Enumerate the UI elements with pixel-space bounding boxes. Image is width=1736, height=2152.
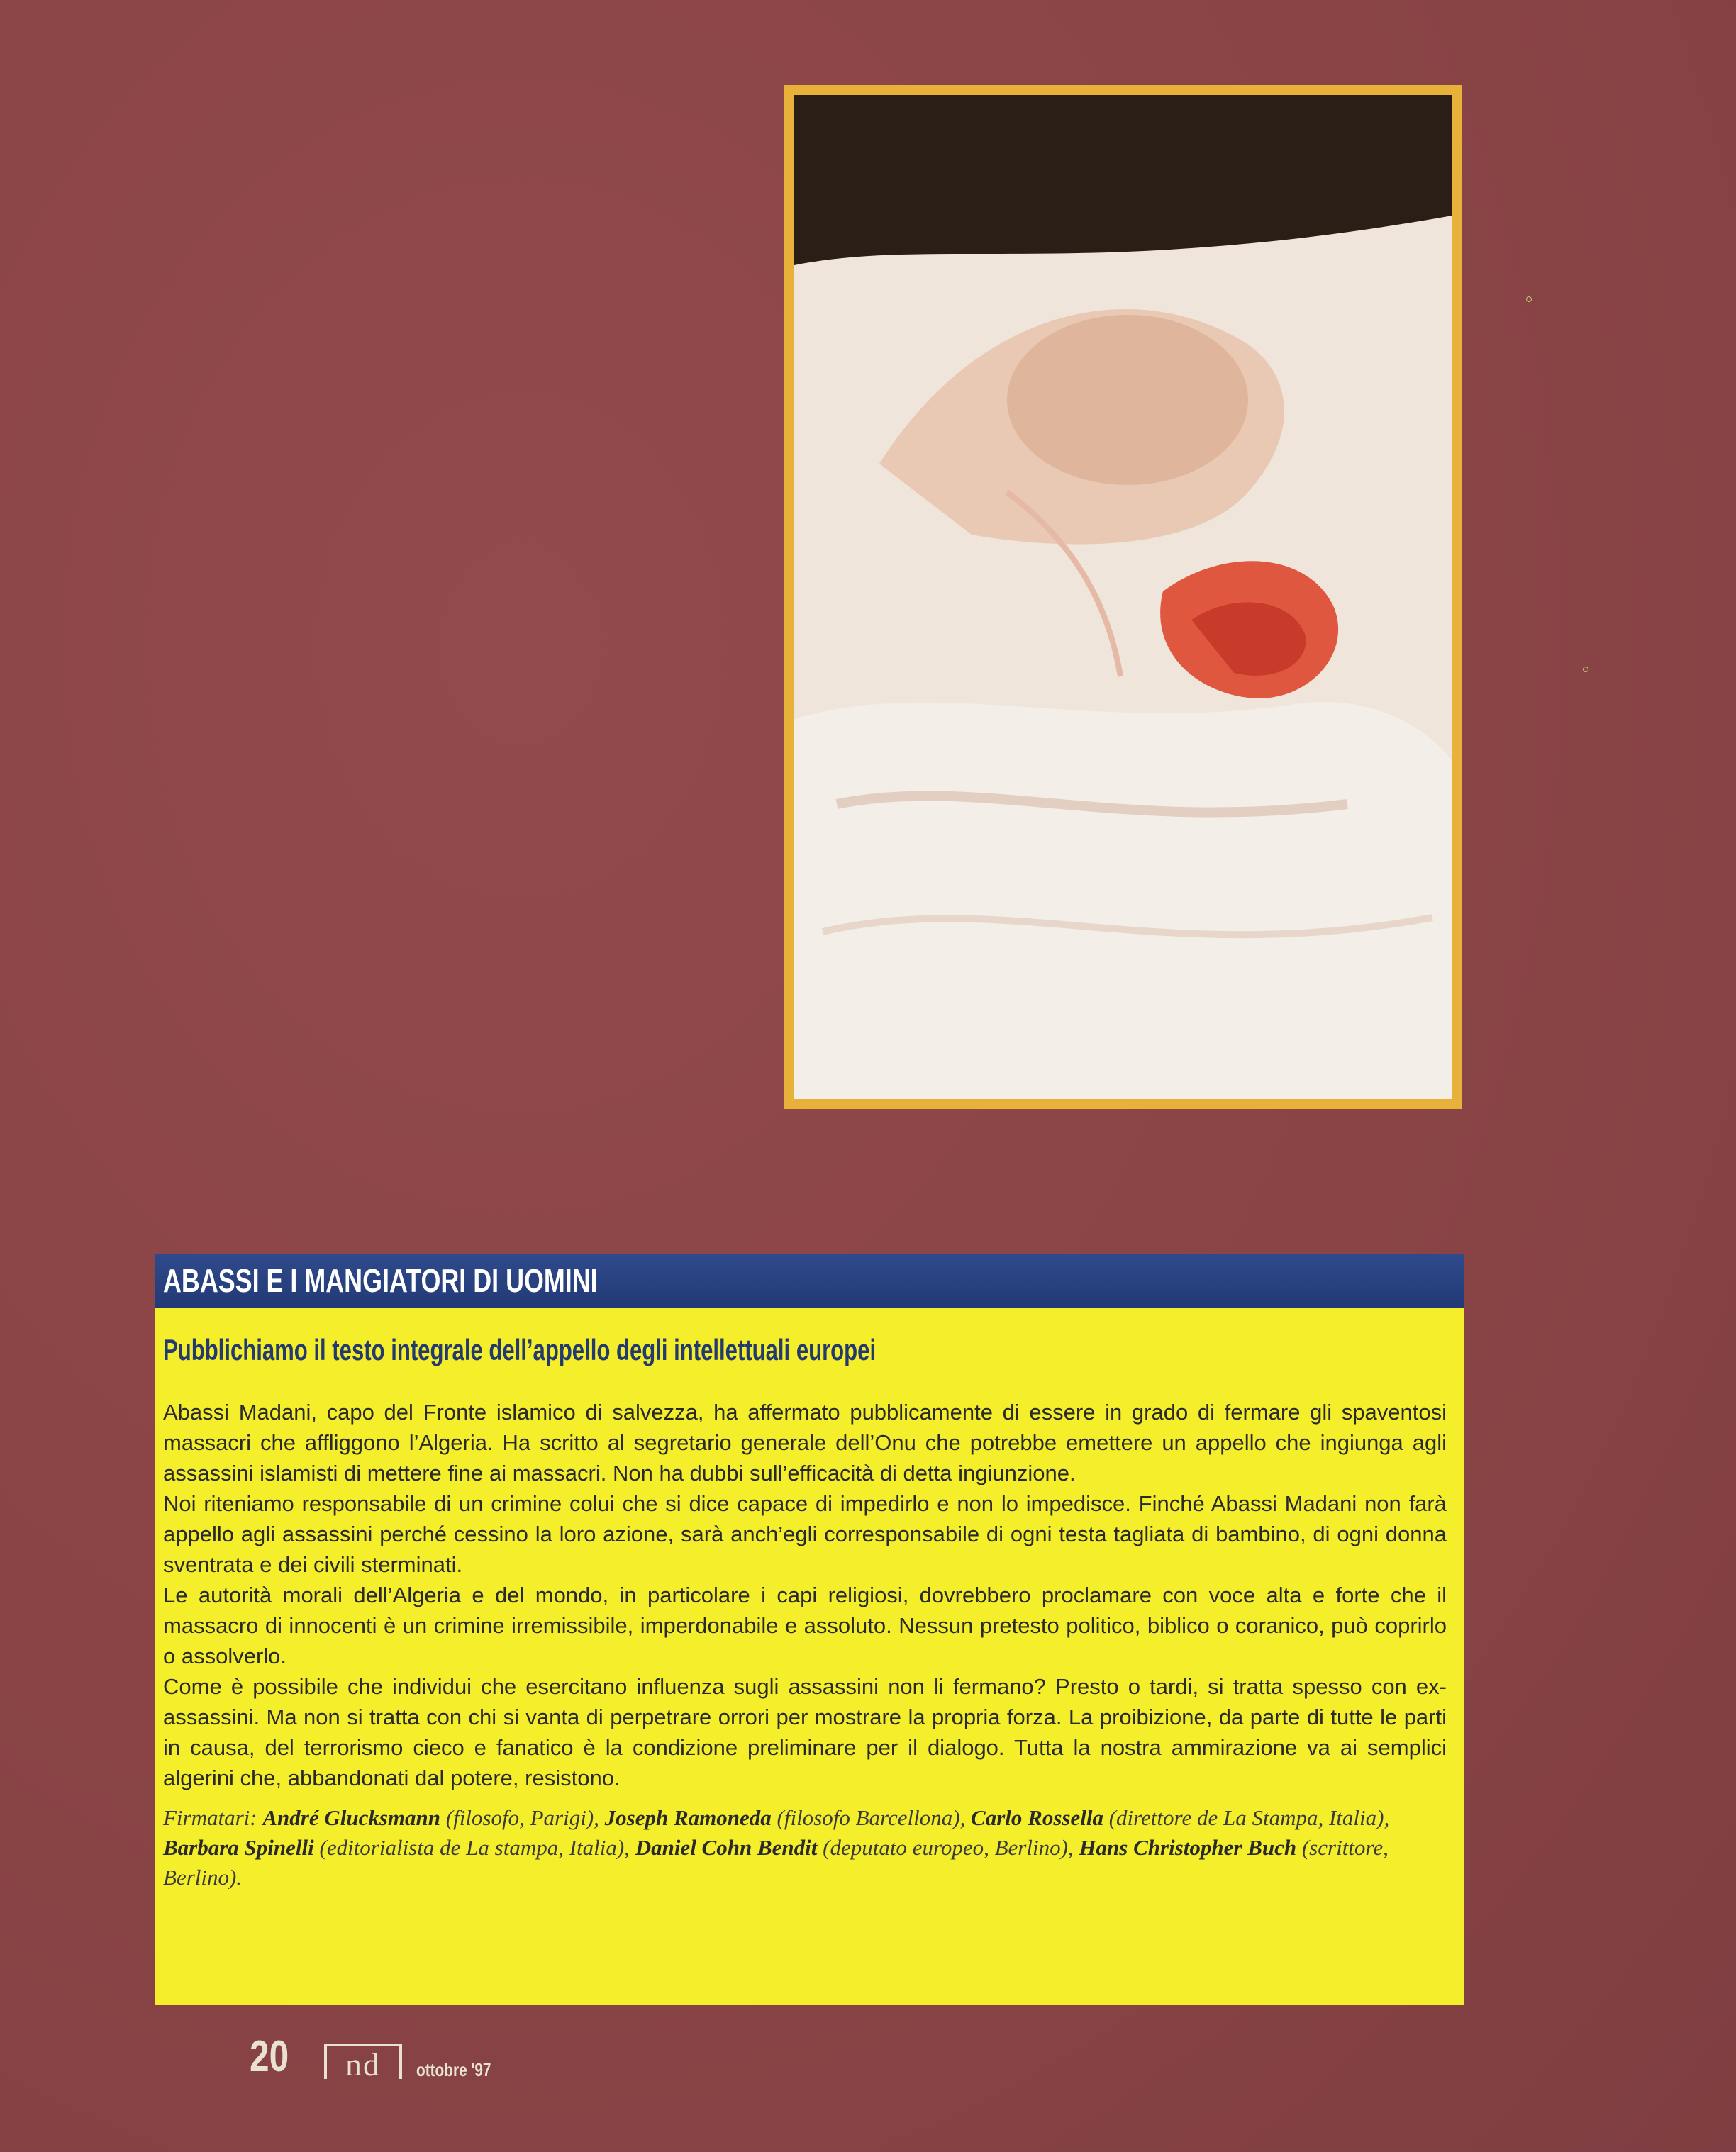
photo-illustration: [794, 95, 1452, 1099]
issue-date: ottobre '97: [416, 2059, 491, 2080]
signatories: [163, 1803, 1447, 1892]
article-box: [155, 1254, 1464, 2005]
print-speck: [1583, 667, 1588, 672]
article-body: [163, 1397, 1447, 1793]
signers-label: Firmatari:: [163, 1805, 257, 1830]
signer-name: André Glucksmann: [262, 1805, 441, 1830]
signer-role: (deputato europeo, Berlino),: [823, 1835, 1074, 1860]
page-footer: [250, 2022, 510, 2083]
signer-role: (direttore de La Stampa, Italia),: [1108, 1805, 1390, 1830]
print-speck: [1526, 296, 1532, 302]
signer-role: (editorialista de La stampa, Italia),: [319, 1835, 630, 1860]
signer-name: Carlo Rossella: [971, 1805, 1103, 1830]
signer-name: Barbara Spinelli: [163, 1835, 314, 1860]
page-number: 20: [250, 2032, 289, 2081]
paragraph: Come è possibile che individui che esercitano influenza sugli assassini non li fermano? Presto o tardi, si tratta spesso con ex-assassini. Ma non si tratta con chi si vanta di perpetrare orrori per mostrare la propria forza. La proibizione, da parte di tutte le parti in causa, del terrorismo cieco e fanatico è la condizione preliminare per il dialogo. Tutta la nostra ammirazione va ai semplici algerini che, abbandonati dal potere, resistono.: [163, 1674, 1447, 1790]
paragraph: Le autorità morali dell’Algeria e del mondo, in particolare i capi religiosi, dovrebbero proclamare con voce alta e forte che il massacro di innocenti è un crimine irremissibile, imperdonabile e assoluto. Nessun pretesto politico, biblico o coranico, può coprirlo o assolverlo.: [163, 1583, 1447, 1668]
paragraph: Noi riteniamo responsabile di un crimine colui che si dice capace di impedirlo e non lo impedisce. Finché Abassi Madani non farà appello agli assassini perché cessino la loro azione, sarà anch’egli corresponsabile di ogni testa tagliata di bambino, di ogni donna sventrata e dei civili sterminati.: [163, 1491, 1447, 1577]
article-photo: [794, 95, 1452, 1099]
magazine-logo: [324, 2044, 402, 2083]
signer-role: (scrittore, Berlino).: [163, 1835, 1389, 1890]
signer-name: Daniel Cohn Bendit: [635, 1835, 818, 1860]
paragraph: Abassi Madani, capo del Fronte islamico di salvezza, ha affermato pubblicamente di essere in grado di fermare gli spaventosi massacri che affliggono l’Algeria. Ha scritto al segretario generale dell’Onu che potrebbe emettere un appello che ingiunga agli assassini islamisti di mettere fine ai massacri. Non ha dubbi sull’efficacità di detta ingiunzione.: [163, 1400, 1447, 1485]
article-header: ABASSI E I MANGIATORI DI UOMINI: [155, 1254, 1464, 1308]
signer-name: Joseph Ramoneda: [604, 1805, 772, 1830]
logo-text: nd: [345, 2046, 381, 2083]
article-subtitle: Pubblichiamo il testo integrale dell’appello degli intellettuali europei: [163, 1333, 877, 1366]
signer-role: (filosofo, Parigi),: [445, 1805, 599, 1830]
signer-name: Hans Christopher Buch: [1079, 1835, 1297, 1860]
signer-role: (filosofo Barcellona),: [777, 1805, 966, 1830]
photo-frame: [784, 85, 1462, 1109]
